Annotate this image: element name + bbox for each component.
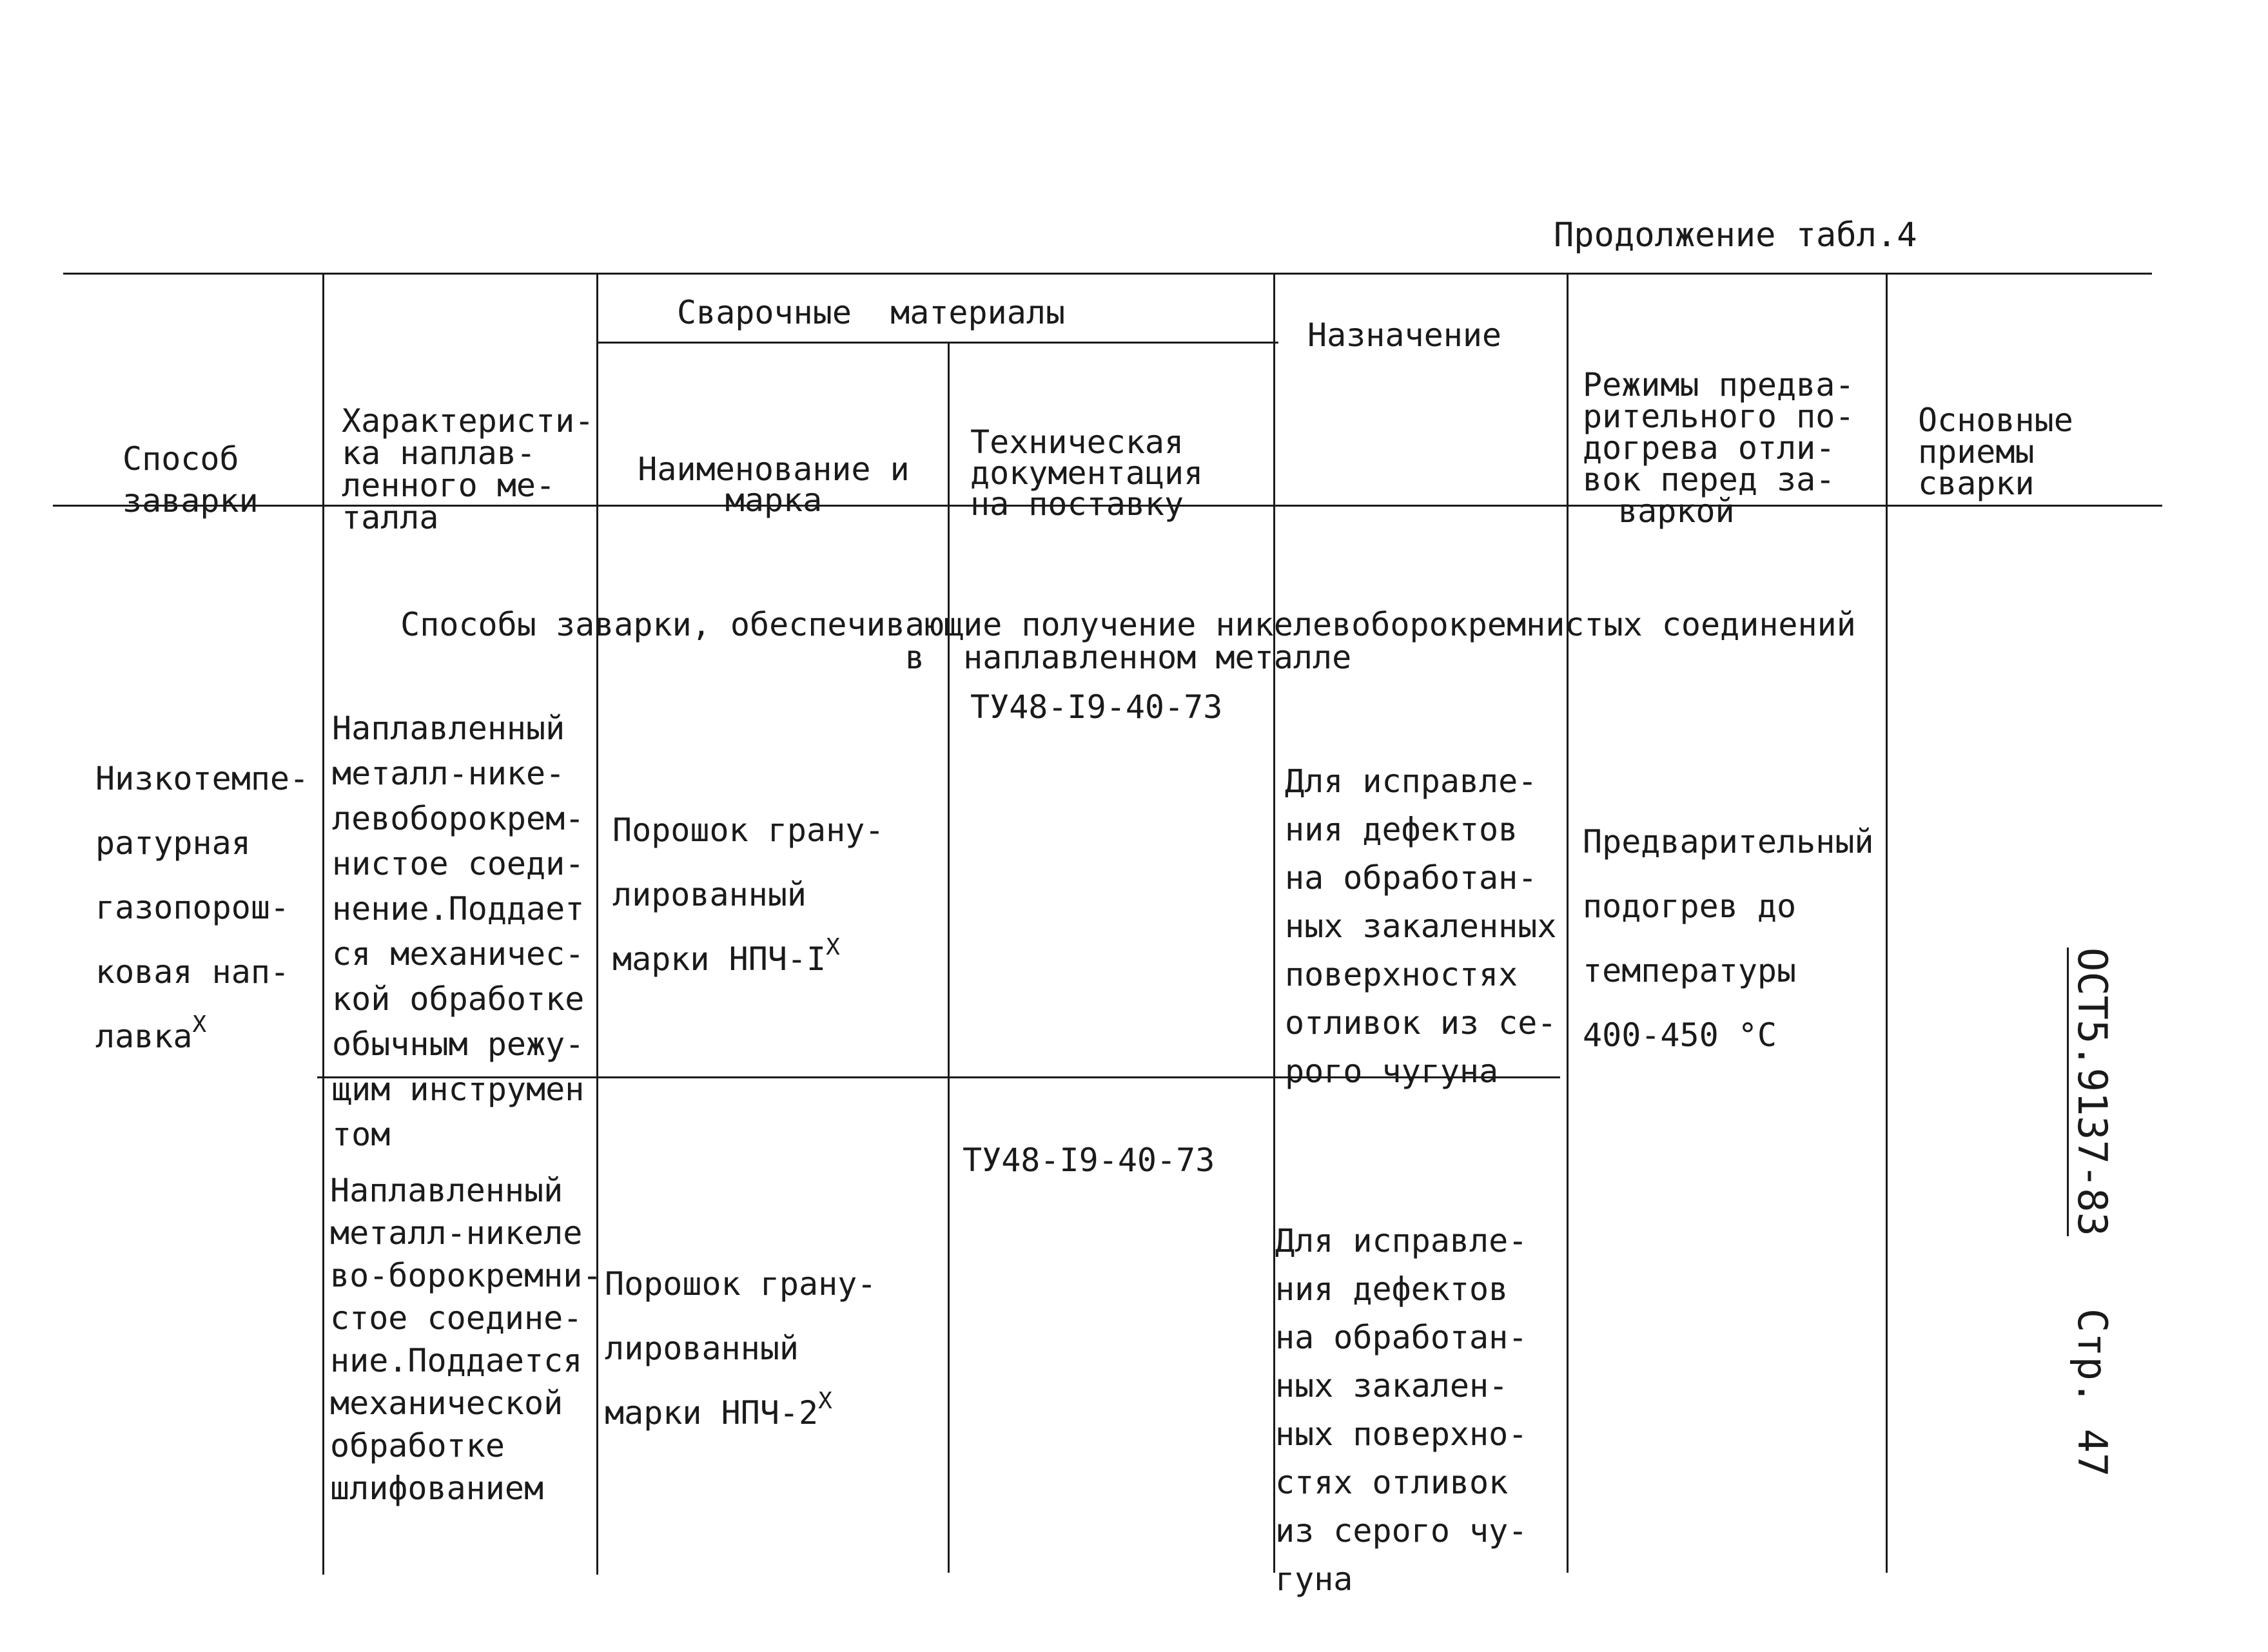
header-method: Способ заварки xyxy=(122,440,259,520)
row1-purpose: Для исправле- ния дефектов на обработан- ных закаленных поверхностях отливок из се- рого чугуна xyxy=(1285,763,1557,1090)
header-name-and-mark: Наименование и марка xyxy=(638,451,910,519)
header-characteristic: Характеристи- ка наплав- ленного ме- талла xyxy=(342,402,594,536)
row1-preheat: Предварительный подогрев до температуры 400-450 °C xyxy=(1583,823,1874,1054)
materials-subheader-rule xyxy=(596,342,1278,344)
header-purpose: Назначение xyxy=(1307,316,1502,354)
col-divider-6 xyxy=(1886,273,1888,1573)
table-top-rule xyxy=(63,273,2152,275)
row1-method: Низкотемпе- ратурная газопорош- ковая нап- лавка$^X$ xyxy=(95,760,309,1055)
page-number: Стр. 47 xyxy=(2069,1308,2116,1477)
header-technical-documentation: Техническая документация на поставку xyxy=(970,423,1204,523)
row1-material-name: Порошок грану- лированный марки НПЧ-$I^X$ xyxy=(612,811,885,978)
row2-tech-doc: ТУ48-I9-40-73 xyxy=(963,1142,1215,1179)
section-title: Способы заварки, обеспечивающие получение никелевоборокремнистых соединений в наплавленном металле xyxy=(400,606,1856,676)
header-welding-techniques: Основные приемы сварки xyxy=(1918,402,2073,502)
row2-material-name: Порошок грану- лированный марки НПЧ-$2^X$ xyxy=(605,1265,877,1432)
col-divider-5 xyxy=(1567,273,1569,1573)
row1-characteristic: Наплавленный металл-нике- левоборокрем- нистое соеди- нение.Поддает ся механичес- кой обработке обычным режу- щим инструмен том xyxy=(332,710,585,1153)
table-continuation-label: Продолжение табл.4 xyxy=(1554,216,1917,255)
row2-characteristic: Наплавленный металл-никеле во-борокремни- стое соедине- ние.Поддается механической обработке шлифованием xyxy=(330,1172,602,1507)
row2-purpose: Для исправле- ния дефектов на обработан- ных закален- ных поверхно- стях отливок из серого чу- гуна xyxy=(1275,1222,1528,1598)
header-welding-materials: Сварочные материалы xyxy=(677,294,1066,331)
col-divider-3 xyxy=(948,342,950,1573)
row1-tech-doc: ТУ48-I9-40-73 xyxy=(970,688,1223,726)
col-divider-1 xyxy=(322,273,324,1575)
document-code-stamp xyxy=(2063,947,2121,1477)
header-preheat-modes: Режимы предва- рительного по- догрева отли- вок перед за- варкой xyxy=(1583,366,1855,530)
document-number: ОСТ5.9137-83 xyxy=(2067,947,2116,1236)
